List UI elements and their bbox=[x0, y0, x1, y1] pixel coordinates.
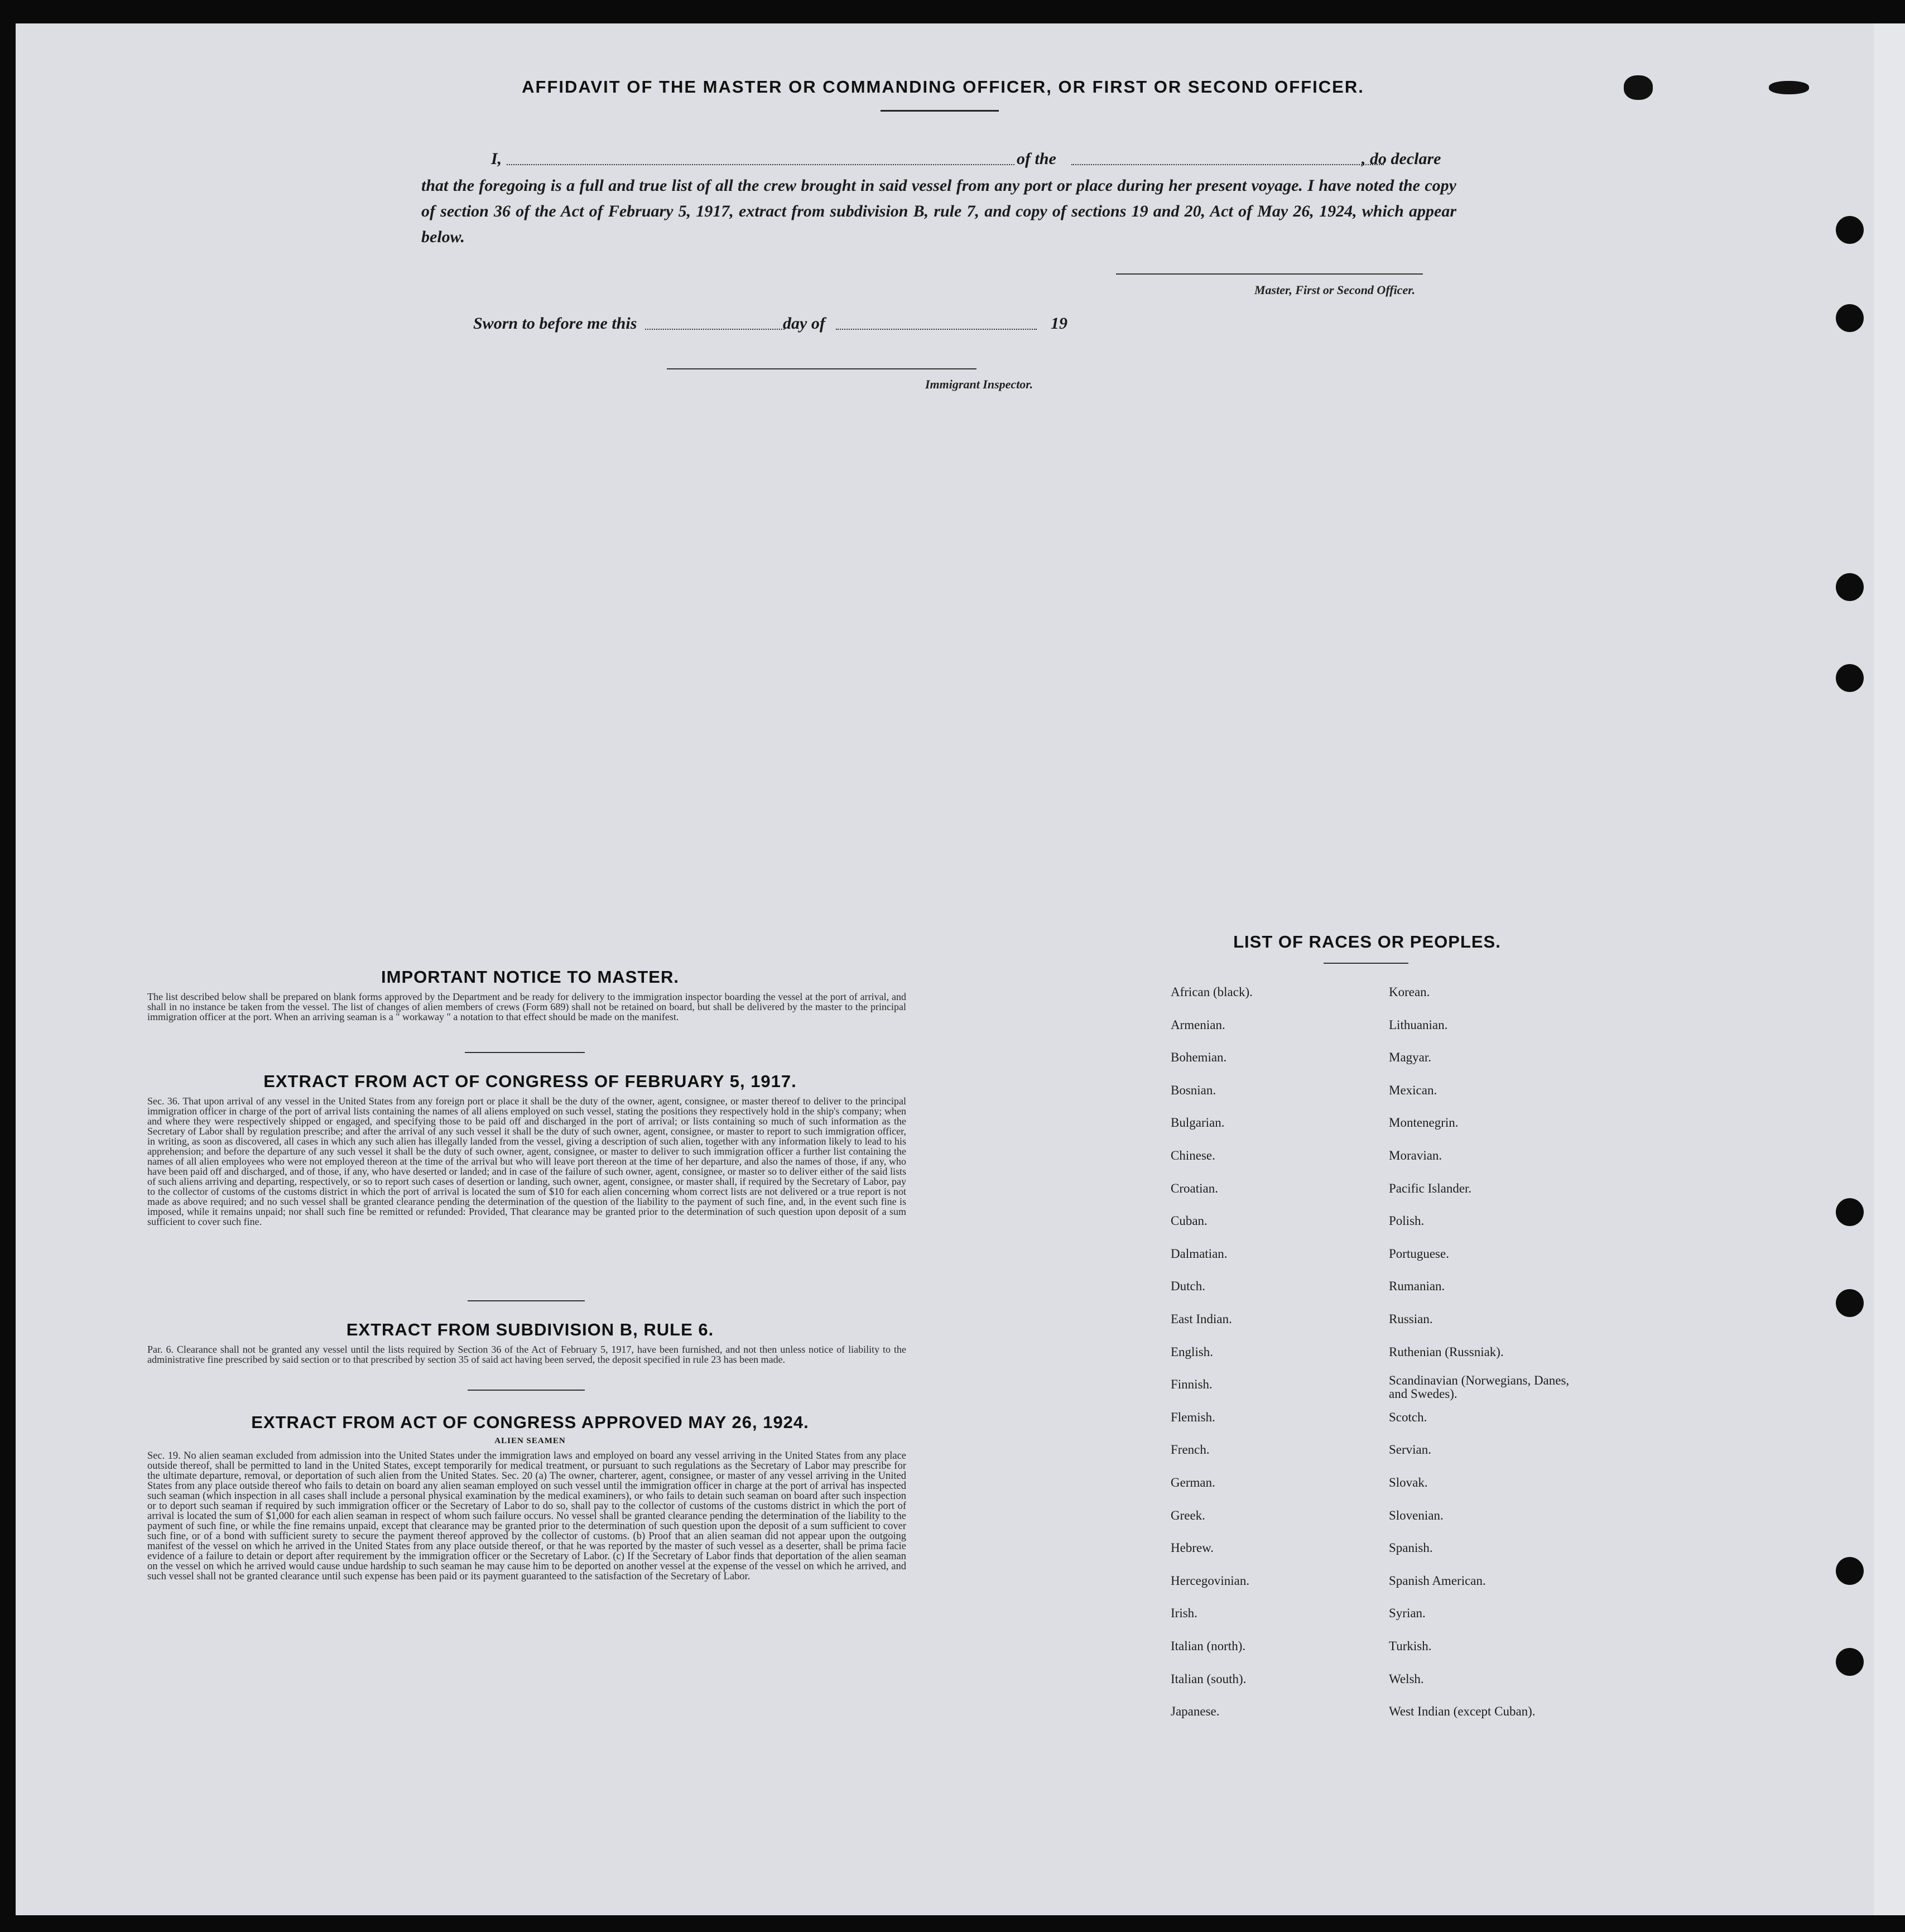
race-item: Spanish. bbox=[1389, 1541, 1433, 1555]
affidavit-of-the-label: of the bbox=[1017, 150, 1056, 168]
race-item: Scandinavian (Norwegians, Danes, and Swedes). bbox=[1389, 1373, 1570, 1401]
race-item: Welsh. bbox=[1389, 1671, 1424, 1686]
subdivision-b-title: EXTRACT FROM SUBDIVISION B, RULE 6. bbox=[346, 1320, 714, 1339]
race-item: Irish. bbox=[1171, 1606, 1197, 1621]
ink-blot bbox=[1769, 81, 1809, 94]
race-item: Dalmatian. bbox=[1171, 1246, 1228, 1261]
binder-hole bbox=[1836, 304, 1864, 332]
vessel-name-field[interactable] bbox=[1071, 164, 1384, 165]
subdivision-b-text: Par. 6. Clearance shall not be granted any vessel until the lists required by Section 36 of the Act of February 5, 1917, have been furnished, and not then unless notice of liability to the administrative fine prescribed by said section or to that prescribed by section 35 of said act having been served, the deposit specified in rule 23 has been made. bbox=[147, 1344, 906, 1365]
affidavit-i-label: I, bbox=[491, 150, 502, 168]
races-title: LIST OF RACES OR PEOPLES. bbox=[1233, 932, 1501, 951]
race-item: Ruthenian (Russniak). bbox=[1389, 1344, 1504, 1359]
race-item: Magyar. bbox=[1389, 1050, 1432, 1065]
race-item: Portuguese. bbox=[1389, 1246, 1449, 1261]
binder-hole bbox=[1836, 1557, 1864, 1585]
race-item: Syrian. bbox=[1389, 1606, 1426, 1621]
ink-blot bbox=[1624, 75, 1653, 100]
race-item: Greek. bbox=[1171, 1508, 1205, 1522]
binder-hole bbox=[1836, 664, 1864, 692]
race-item: Moravian. bbox=[1389, 1148, 1442, 1162]
notice-title: IMPORTANT NOTICE TO MASTER. bbox=[381, 967, 679, 987]
race-item: Bohemian. bbox=[1171, 1050, 1227, 1065]
race-item: Italian (south). bbox=[1171, 1671, 1247, 1686]
race-item: Slovak. bbox=[1389, 1476, 1428, 1489]
race-item: West Indian (except Cuban). bbox=[1389, 1704, 1536, 1719]
race-item: Mexican. bbox=[1389, 1083, 1437, 1097]
extract-1924-subtitle: ALIEN SEAMEN bbox=[494, 1436, 566, 1445]
extract-1917-text: Sec. 36. That upon arrival of any vessel in the United States from any foreign port or place it shall be the duty of the owner, agent, consignee, or master thereof to deliver to the principal immigration officer in charge of the port of arrival lists containing the names of all aliens employed on such vessel, stating the positions they respectively hold in the ship's company; when and where they were respectively shipped or engaged, and specifying those to be paid off and discharged in the port of arrival; or lists containing so much of such information as the Secretary of Labor shall by regulation prescribe; and after the arrival of any such vessel it shall be the duty of such owner, agent, consignee, or master to report to such immigration officer, in writing, as soon as discovered, all cases in which any such alien has illegally landed from the vessel, giving a description of such alien, together with any information likely to lead to his apprehension; and before the departure of any such vessel it shall be the duty of such owner, agent, consignee, or master to deliver to such immigration officer a further list containing the names of all alien employees who were not employed thereon at the time of the arrival but who will leave port thereon at the time of her departure, and also the names of those, if any, who have been paid off and discharged, and of those, if any, who have deserted or landed; and in case of the failure of such owner, agent, consignee, or master so to deliver either of the said lists of such aliens arriving and departing, respectively, or so to report such cases of desertion or landing, such owner, agent, consignee, or master shall, if required by the Secretary of Labor, pay to the collector of customs of the customs district in which the port of arrival is located the sum of $10 for each alien concerning whom correct lists are not delivered or a true report is not made as above required; and no such vessel shall be granted clearance pending the determination of the question of the liability to the payment of such fine, and, in the event such fine is imposed, while it remains unpaid; nor shall such fine be remitted or refunded: Provided, That clearance may be granted prior to the determination of such question upon deposit of a sum sufficient to cover such fine. bbox=[147, 1095, 906, 1227]
race-item: Lithuanian. bbox=[1389, 1017, 1448, 1032]
race-item: Scotch. bbox=[1389, 1410, 1427, 1424]
master-name-field[interactable] bbox=[507, 164, 1014, 165]
sworn-prefix: Sworn to before me this bbox=[473, 314, 637, 333]
race-item: African (black). bbox=[1171, 985, 1253, 999]
race-item: Dutch. bbox=[1171, 1279, 1205, 1294]
race-item: Hercegovinian. bbox=[1171, 1573, 1250, 1588]
extract-1924-text: Sec. 19. No alien seaman excluded from admission into the United States under the immigration laws and employed on board any vessel arriving in the United States from any place outside thereof, shall be permitted to land in the United States, except temporarily for medical treatment, or pursuant to such regulations as the Secretary of Labor may prescribe for the ultimate departure, removal, or deportation of such alien from the United States. Sec. 20 (a) The owner, charterer, agent, consignee, or master of any vessel arriving in the United States from any place outside thereof who fails to detain on board any alien seaman employed on such vessel until the immigration officer in charge at the port of arrival has inspected such seaman (which inspection in all cases shall include a personal physical examination by the medical examiners), or who fails to detain such seaman on board after such inspection or to deport such seaman if required by such immigration officer or the Secretary of Labor to do so, shall pay to the collector of customs of the customs district in which the port of arrival is located the sum of $1,000 for each alien seaman in respect of whom such failure occurs. No vessel shall be granted clearance pending the determination of the liability to the payment of such fine, or while the fine remains unpaid, except that clearance may be granted prior to the determination of such question upon the deposit of a sum sufficient to cover such fine, or of a bond with sufficient surety to secure the payment thereof approved by the collector of customs. (b) Proof that an alien seaman did not appear upon the outgoing manifest of the vessel on which he arrived in the United States from any place outside thereof, or that he was reported by the master of such vessel as a deserter, shall be prima facie evidence of a failure to detain or deport after requirement by the immigration officer or the Secretary of Labor. (c) If the Secretary of Labor finds that deportation of the alien seaman on the vessel on which he arrived would cause undue hardship to such seaman he may cause him to be deported on another vessel at the expense of the vessel on which he arrived, and such vessel shall not be granted clearance until such expense has been paid or its payment guaranteed to the satisfaction of the Secretary of Labor. bbox=[147, 1450, 906, 1582]
sworn-month-field[interactable] bbox=[836, 329, 1037, 330]
race-item: Turkish. bbox=[1389, 1639, 1432, 1653]
binder-hole bbox=[1836, 573, 1864, 601]
binder-hole bbox=[1836, 1289, 1864, 1317]
sworn-year-label: 19 bbox=[1051, 314, 1067, 333]
race-item: Rumanian. bbox=[1389, 1279, 1445, 1294]
race-item: Hebrew. bbox=[1171, 1541, 1214, 1555]
binder-hole bbox=[1836, 1648, 1864, 1676]
race-item: Bulgarian. bbox=[1171, 1116, 1225, 1130]
sworn-day-field[interactable] bbox=[645, 329, 785, 330]
race-item: Montenegrin. bbox=[1389, 1116, 1459, 1130]
race-item: Polish. bbox=[1389, 1214, 1425, 1228]
race-item: French. bbox=[1171, 1443, 1210, 1457]
notice-rule bbox=[465, 1052, 585, 1053]
race-item: German. bbox=[1171, 1476, 1215, 1489]
race-item: Croatian. bbox=[1171, 1181, 1218, 1195]
page-edge bbox=[1874, 23, 1905, 1915]
race-item: Russian. bbox=[1389, 1312, 1433, 1326]
affidavit-title: AFFIDAVIT OF THE MASTER OR COMMANDING OFFICER, OR FIRST OR SECOND OFFICER. bbox=[522, 77, 1364, 97]
race-item: Korean. bbox=[1389, 985, 1430, 999]
affidavit-declaration-line bbox=[491, 150, 1456, 172]
affidavit-title-rule bbox=[881, 110, 999, 112]
race-item: Finnish. bbox=[1171, 1377, 1213, 1392]
affidavit-body: that the foregoing is a full and true list of all the crew brought in said vessel from any port or place during her present voyage. I have noted the copy of section 36 of the Act of February 5, 1917, extract from subdivision B, rule 7, and copy of sections 19 and 20, Act of May 26, 1924, which appear below. bbox=[421, 176, 1456, 246]
inspector-signature-line[interactable] bbox=[667, 368, 976, 369]
race-item: Spanish American. bbox=[1389, 1573, 1486, 1588]
extract-1917-title: EXTRACT FROM ACT OF CONGRESS OF FEBRUARY 5, 1917. bbox=[263, 1071, 797, 1091]
notice-text: The list described below shall be prepared on blank forms approved by the Department and be ready for delivery to the immigration inspector boarding the vessel at the port of arrival, and shall in no instance be taken from the vessel. The list of changes of alien members of crews (Form 689) shall not be retained on board, but shall be delivered by the master to the principal immigration officer at the port. When an arriving seaman is a " workaway " a notation to that effect should be made on the manifest. bbox=[147, 991, 906, 1022]
race-item: Slovenian. bbox=[1389, 1508, 1444, 1522]
race-item: Flemish. bbox=[1171, 1410, 1215, 1424]
subdivision-b-rule bbox=[468, 1390, 585, 1391]
sworn-day-label: day of bbox=[783, 314, 825, 333]
race-item: Bosnian. bbox=[1171, 1083, 1216, 1097]
race-item: Servian. bbox=[1389, 1443, 1432, 1457]
race-item: Pacific Islander. bbox=[1389, 1181, 1472, 1195]
race-item: Italian (north). bbox=[1171, 1639, 1246, 1653]
affidavit-declare-label: , do declare bbox=[1362, 150, 1441, 168]
race-item: English. bbox=[1171, 1344, 1214, 1359]
races-rule bbox=[1324, 963, 1408, 964]
extract-1917-rule bbox=[468, 1300, 585, 1301]
sworn-line bbox=[473, 314, 1087, 337]
race-item: Chinese. bbox=[1171, 1148, 1215, 1162]
race-item: Armenian. bbox=[1171, 1017, 1225, 1032]
inspector-signature-label: Immigrant Inspector. bbox=[925, 377, 1033, 391]
race-item: East Indian. bbox=[1171, 1312, 1232, 1326]
binder-hole bbox=[1836, 1198, 1864, 1226]
master-signature-label: Master, First or Second Officer. bbox=[1254, 283, 1416, 297]
race-item: Cuban. bbox=[1171, 1214, 1208, 1228]
race-item: Japanese. bbox=[1171, 1704, 1220, 1719]
binder-hole bbox=[1836, 216, 1864, 244]
extract-1924-title: EXTRACT FROM ACT OF CONGRESS APPROVED MAY 26, 1924. bbox=[251, 1412, 809, 1432]
master-signature-line[interactable] bbox=[1116, 273, 1423, 275]
